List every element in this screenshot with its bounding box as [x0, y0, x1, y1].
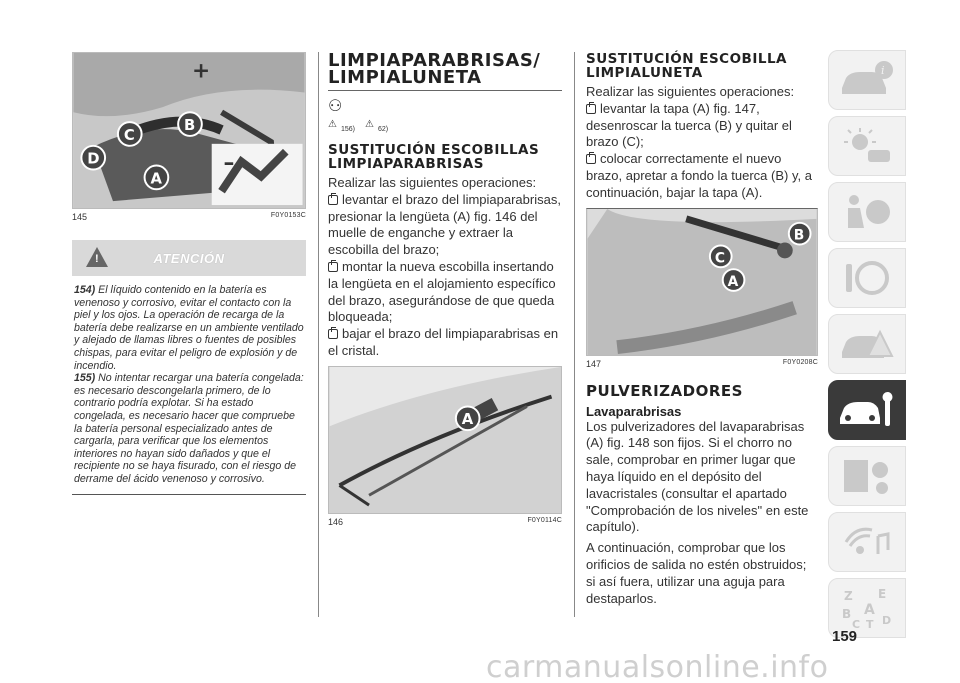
chapter-tab-starting[interactable]	[828, 248, 906, 308]
bullet-icon	[328, 195, 338, 205]
bullet-item: montar la nueva escobilla insertando la lengüeta en el alojamiento específico del brazo, asegurándose de que queda bloqueada;	[328, 258, 556, 325]
index-letters-icon	[838, 586, 896, 630]
svg-text:E: E	[878, 587, 887, 601]
steering-key-icon	[838, 256, 896, 300]
chapter-tab-safety[interactable]	[828, 182, 906, 242]
column-1	[72, 52, 306, 495]
warning-item: 155) No intentar recargar una batería congelada: es necesario descongelarla primero, de lo contrario podría explotar. Si ha estado congelada, es necesario hacer que compruebe la batería personal especializado antes de cargarla, para verificar que los elementos interiores no hayan sido dañados y que el recipiente no se haya fisurado, con el riesgo de derrame del ácido venenoso y corrosivo.	[74, 372, 304, 485]
intro-text: Realizar las siguientes operaciones:	[586, 84, 795, 99]
svg-text:Z: Z	[844, 589, 853, 603]
multimedia-icon	[838, 520, 896, 564]
figure-label: D	[87, 150, 100, 168]
bullet-item: levantar la tapa (A) fig. 147, desenroscar la tuerca (B) y quitar el brazo (C);	[586, 100, 792, 150]
figure-label: A	[727, 273, 739, 290]
figure-145-battery	[72, 52, 306, 209]
intro-text: Realizar las siguientes operaciones:	[328, 175, 537, 190]
section-subheading: Lavaparabrisas	[586, 403, 682, 419]
svg-text:i: i	[881, 64, 885, 77]
chapter-tab-dashboard[interactable]	[828, 116, 906, 176]
warning-header: ! ATENCIÓN	[72, 240, 306, 276]
subsection-heading: SUSTITUCIÓN ESCOBILLA LIMPIALUNETA	[586, 51, 788, 81]
figure-label: A	[150, 170, 162, 188]
figure-label: B	[793, 227, 805, 244]
dashboard-lights-icon	[838, 124, 896, 168]
warning-body	[72, 276, 306, 494]
car-info-icon	[838, 58, 896, 102]
chapter-tab-specs[interactable]	[828, 446, 906, 506]
figure-number: 147	[586, 358, 602, 369]
page-number: 159	[832, 628, 858, 645]
bullet-icon	[586, 104, 596, 114]
chapter-index-sidebar	[828, 50, 906, 644]
column-2	[328, 52, 562, 527]
column-divider	[574, 52, 575, 617]
figure-code: F0Y0208C	[782, 358, 818, 366]
figure-label: A	[461, 410, 474, 428]
bullet-item: bajar el brazo del limpiaparabrisas en el cristal.	[328, 326, 559, 358]
warning-box	[72, 240, 306, 495]
figure-caption	[586, 359, 818, 369]
svg-text:–: –	[223, 150, 235, 176]
reference-notes: ⚠ 156) ⚠ 62)	[328, 119, 389, 133]
bullet-item: colocar correctamente el nuevo brazo, apretar a fondo la tuerca (B) y, a continuación, bajar la tapa (A).	[586, 151, 812, 200]
wiper-illustration	[329, 367, 561, 513]
column-divider	[318, 52, 319, 617]
figure-label: C	[714, 249, 725, 266]
chapter-tab-maintenance[interactable]	[828, 380, 906, 440]
bullet-icon	[586, 154, 596, 164]
caution-note-icon: ⚠	[364, 119, 374, 130]
airbag-safety-icon	[838, 190, 896, 234]
section-heading: PULVERIZADORES	[586, 381, 743, 400]
specs-gears-icon	[838, 454, 896, 498]
bullet-icon	[328, 262, 338, 272]
paragraph: Los pulverizadores del lavaparabrisas (A) fig. 148 son fijos. Si el chorro no sale, comprobar en primer lugar que haya líquido en el depósito del lavacristales (consultar el apartado "Comprobación de los niveles" en este capítulo).	[586, 418, 809, 535]
figure-number: 145	[72, 212, 88, 222]
svg-text:D: D	[882, 614, 892, 627]
chapter-tab-car-info[interactable]	[828, 50, 906, 110]
subsection-heading: SUSTITUCIÓN ESCOBILLAS LIMPIAPARABRISAS	[328, 142, 540, 172]
rear-wiper-illustration	[587, 209, 817, 355]
figure-label: B	[184, 117, 196, 135]
chapter-tab-emergency[interactable]	[828, 314, 906, 374]
reference-icons	[328, 99, 562, 115]
figure-caption	[328, 517, 562, 527]
svg-text:+: +	[191, 58, 211, 84]
bullet-icon	[328, 329, 338, 339]
section-heading: LIMPIAPARABRISAS/ LIMPIALUNETA	[328, 52, 562, 91]
column-3	[586, 52, 818, 607]
figure-147-rear-wiper	[586, 208, 818, 356]
chapter-tab-multimedia[interactable]	[828, 512, 906, 572]
warning-title: ATENCIÓN	[153, 250, 225, 266]
figure-code: F0Y0114C	[527, 516, 562, 524]
warning-item: 154) El líquido contenido en la batería es venenoso y corrosivo, evitar el contacto con la piel y los ojos. La operación de recarga de la batería debe realizarse en un ambiente ventilado y alejado de llamas libres o fuentes de posibles chispas, para evitar el peligro de explosión y de incendio.	[74, 284, 304, 372]
svg-text:T: T	[866, 618, 874, 630]
svg-text:A: A	[864, 602, 875, 618]
figure-label: C	[123, 126, 135, 144]
warning-triangle-icon: ⚠	[328, 119, 337, 130]
figure-caption	[72, 212, 306, 222]
svg-text:B: B	[842, 607, 852, 621]
figure-number: 146	[328, 516, 344, 527]
car-wrench-icon	[838, 388, 896, 432]
figure-146-wiper	[328, 366, 562, 514]
watermark: carmanualsonline.info	[486, 650, 829, 683]
paragraph: A continuación, comprobar que los orificios de salida no estén obstruidos; si así fuera, utilizar una aguja para destaparlos.	[586, 540, 807, 606]
emergency-triangle-icon	[838, 322, 896, 366]
figure-code: F0Y0153C	[270, 212, 306, 219]
battery-illustration	[73, 53, 305, 208]
wiper-symbol-icon: ⚇	[328, 98, 343, 115]
svg-text:C: C	[852, 618, 861, 630]
bullet-item: levantar el brazo del limpiaparabrisas, presionar la lengüeta (A) fig. 146 del muelle de enganche y extraer la escobilla del brazo;	[328, 191, 561, 258]
